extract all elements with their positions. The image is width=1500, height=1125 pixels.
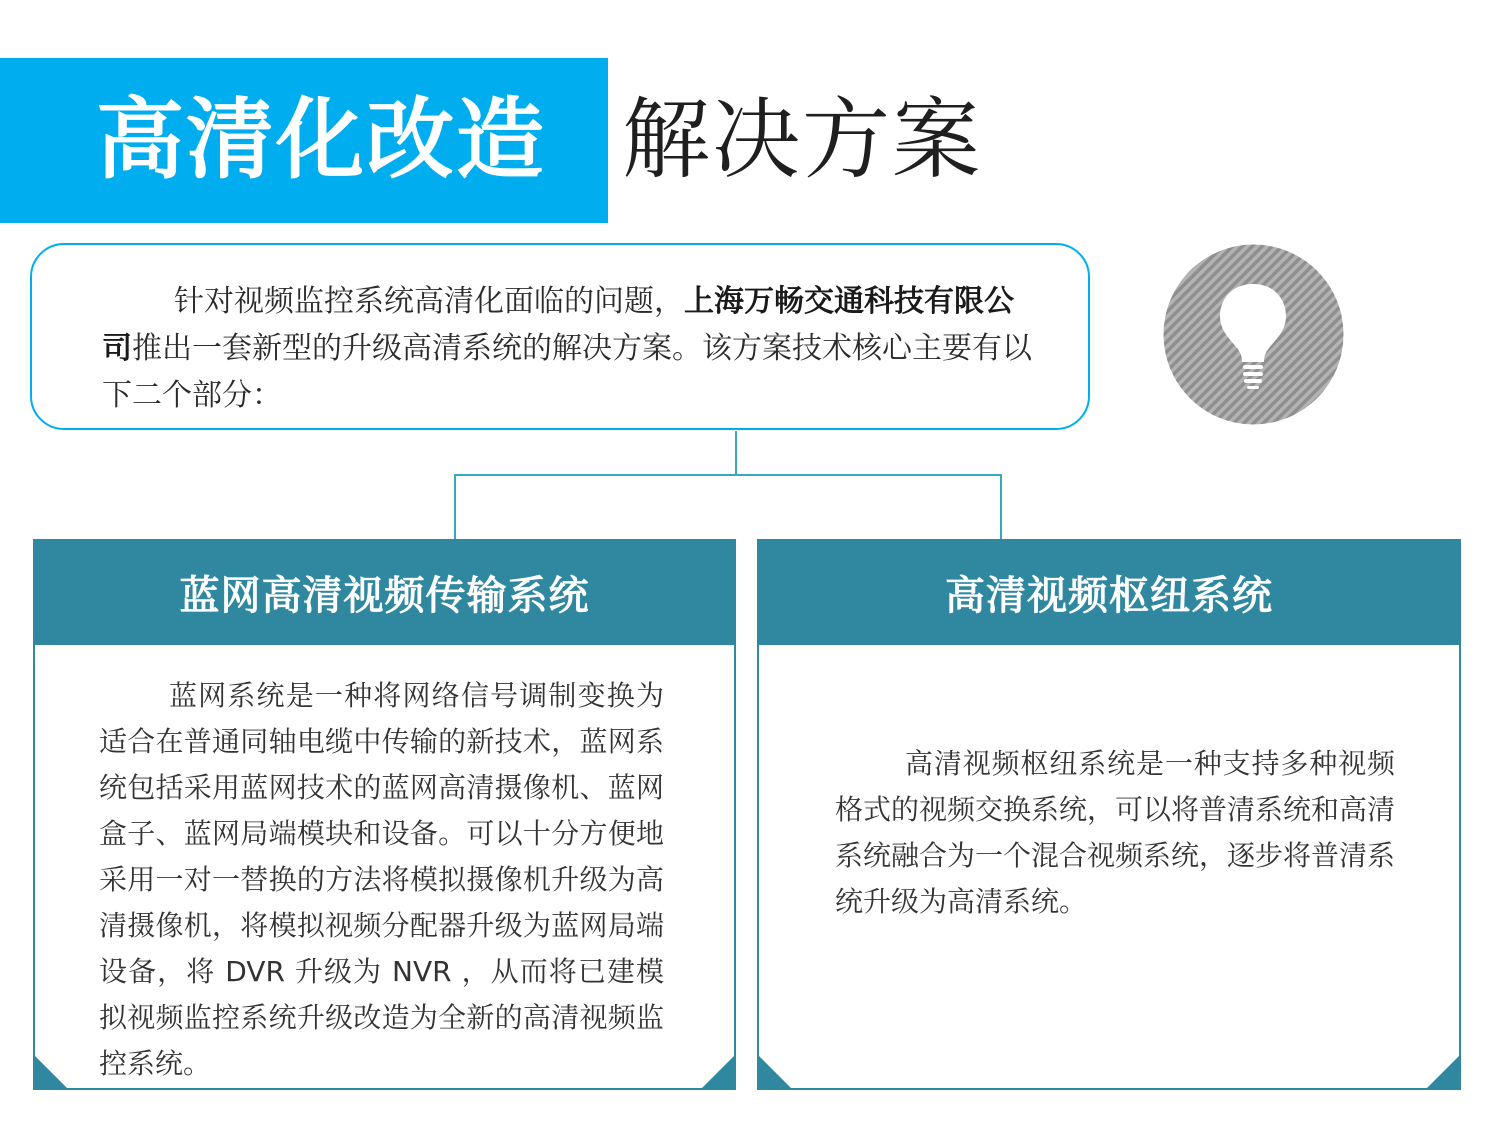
page-title-highlight: 高清化改造: [96, 88, 547, 191]
connector-left-drop: [454, 474, 456, 540]
intro-text-part2: 推出一套新型的升级高清系统的解决方案。该方案技术核心主要有以下二个部分：: [102, 331, 1032, 413]
connector-bar: [454, 474, 1002, 476]
card-body-text: 蓝网系统是一种将网络信号调制变换为适合在普通同轴电缆中传输的新技术，蓝网系统包括采用蓝网技术的蓝网高清摄像机、蓝网盒子、蓝网局端模块和设备。可以十分方便地采用一对一替换的方法将模拟摄像机升级为高清摄像机，将模拟视频分配器升级为蓝网局端设备，将 DVR 升级为 NVR ，从而将已建模拟视频监控系统升级改造为全新的高清视频监控系统。: [99, 679, 664, 1080]
corner-decoration: [702, 1056, 734, 1088]
card-lan-hd-transmission: [33, 539, 736, 1090]
page-title-rest: 解决方案: [622, 88, 983, 191]
card-hd-video-hub: [757, 539, 1461, 1090]
intro-text-part1: 针对视频监控系统高清化面临的问题，: [174, 284, 684, 319]
corner-decoration: [35, 1056, 67, 1088]
card-title: 高清视频枢纽系统: [757, 539, 1461, 645]
card-body-text: 高清视频枢纽系统是一种支持多种视频格式的视频交换系统，可以将普清系统和高清系统融合为一个混合视频系统，逐步将普清系统升级为高清系统。: [835, 747, 1396, 918]
connector-right-drop: [1000, 474, 1002, 540]
card-title: 蓝网高清视频传输系统: [33, 539, 736, 645]
connector-stem: [735, 431, 737, 475]
company-name: 上海万畅交通科技有限公司: [102, 284, 1014, 366]
intro-paragraph: [102, 278, 1037, 419]
lightbulb-icon: [1163, 244, 1344, 425]
corner-decoration: [1427, 1056, 1459, 1088]
corner-decoration: [759, 1056, 791, 1088]
